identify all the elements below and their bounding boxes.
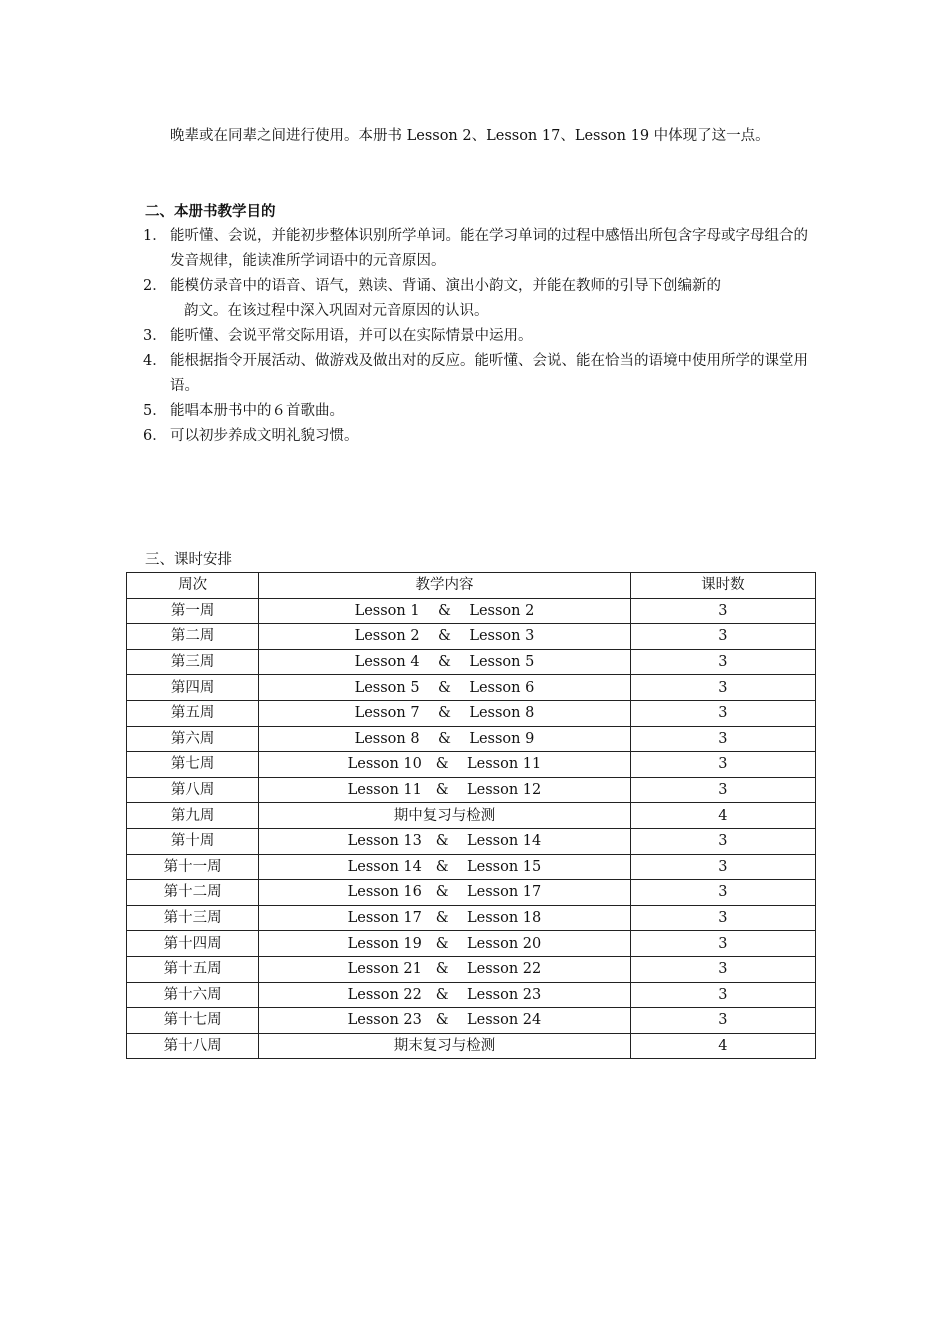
continuation-paragraph: 晚辈或在同辈之间进行使用。本册书 Lesson 2、Lesson 17、Lesson 19 中体现了这一点。 <box>170 128 770 144</box>
week-cell: 第七周 <box>127 752 259 778</box>
hours-cell: 3 <box>630 880 815 906</box>
list-item-number: 6． <box>143 428 167 444</box>
content-cell: Lesson 14 & Lesson 15 <box>259 854 631 880</box>
hours-cell: 3 <box>630 624 815 650</box>
table-row <box>127 624 816 650</box>
hours-cell: 3 <box>630 854 815 880</box>
list-item-text: 能听懂、会说平常交际用语，并可以在实际情景中运用。 <box>170 328 533 344</box>
table-row <box>127 700 816 726</box>
week-cell: 第十七周 <box>127 1008 259 1034</box>
week-cell: 第一周 <box>127 598 259 624</box>
list-item-number: 5． <box>143 403 167 419</box>
table-row <box>127 956 816 982</box>
hours-cell: 3 <box>630 905 815 931</box>
week-cell: 第九周 <box>127 803 259 829</box>
hours-cell: 3 <box>630 598 815 624</box>
list-item <box>143 349 813 399</box>
header-content: 教学内容 <box>259 573 631 599</box>
hours-cell: 3 <box>630 828 815 854</box>
hours-cell: 3 <box>630 726 815 752</box>
hours-cell: 3 <box>630 777 815 803</box>
content-cell: Lesson 4 & Lesson 5 <box>259 649 631 675</box>
list-item-number: 2． <box>143 278 167 294</box>
week-cell: 第十八周 <box>127 1033 259 1059</box>
table-row <box>127 828 816 854</box>
hours-cell: 3 <box>630 675 815 701</box>
table-header-row <box>127 573 816 599</box>
week-cell: 第八周 <box>127 777 259 803</box>
hours-cell: 3 <box>630 649 815 675</box>
hours-cell: 3 <box>630 982 815 1008</box>
table-row <box>127 726 816 752</box>
hours-cell: 3 <box>630 931 815 957</box>
content-cell: Lesson 22 & Lesson 23 <box>259 982 631 1008</box>
table-row <box>127 880 816 906</box>
header-week: 周次 <box>127 573 259 599</box>
week-cell: 第十二周 <box>127 880 259 906</box>
section-3-heading: 三、课时安排 <box>145 552 232 568</box>
content-cell: Lesson 2 & Lesson 3 <box>259 624 631 650</box>
list-item <box>143 399 813 424</box>
content-cell: Lesson 16 & Lesson 17 <box>259 880 631 906</box>
content-cell: Lesson 17 & Lesson 18 <box>259 905 631 931</box>
list-item-text: 能听懂、会说，并能初步整体识别所学单词。能在学习单词的过程中感悟出所包含字母或字母组合的发音规律，能读准所学词语中的元音原因。 <box>170 228 808 269</box>
content-cell: 期中复习与检测 <box>259 803 631 829</box>
list-item <box>143 224 813 274</box>
table-row <box>127 803 816 829</box>
week-cell: 第三周 <box>127 649 259 675</box>
list-item-number: 4． <box>143 353 167 369</box>
hours-cell: 3 <box>630 700 815 726</box>
table-row <box>127 649 816 675</box>
list-item-text-continued: 韵文。在该过程中深入巩固对元音原因的认识。 <box>184 303 489 319</box>
content-cell: Lesson 5 & Lesson 6 <box>259 675 631 701</box>
table-row <box>127 675 816 701</box>
week-cell: 第十四周 <box>127 931 259 957</box>
list-item-text: 能模仿录音中的语音、语气，熟读、背诵、演出小韵文，并能在教师的引导下创编新的 <box>170 278 721 294</box>
content-cell: Lesson 1 & Lesson 2 <box>259 598 631 624</box>
teaching-goals-list <box>143 224 813 449</box>
content-cell: Lesson 10 & Lesson 11 <box>259 752 631 778</box>
hours-cell: 3 <box>630 1008 815 1034</box>
table-row <box>127 1008 816 1034</box>
week-cell: 第五周 <box>127 700 259 726</box>
table-row <box>127 905 816 931</box>
content-cell: Lesson 19 & Lesson 20 <box>259 931 631 957</box>
content-cell: Lesson 13 & Lesson 14 <box>259 828 631 854</box>
list-item <box>143 324 813 349</box>
list-item <box>143 274 813 324</box>
list-item-text: 可以初步养成文明礼貌习惯。 <box>170 428 359 444</box>
hours-cell: 3 <box>630 752 815 778</box>
list-item-text: 能根据指令开展活动、做游戏及做出对的反应。能听懂、会说、能在恰当的语境中使用所学的课堂用语。 <box>170 353 808 394</box>
table-row <box>127 777 816 803</box>
content-cell: Lesson 8 & Lesson 9 <box>259 726 631 752</box>
week-cell: 第十六周 <box>127 982 259 1008</box>
week-cell: 第十周 <box>127 828 259 854</box>
schedule-table <box>126 572 816 1059</box>
week-cell: 第十一周 <box>127 854 259 880</box>
hours-cell: 3 <box>630 956 815 982</box>
schedule-table-body <box>127 598 816 1059</box>
hours-cell: 4 <box>630 803 815 829</box>
hours-cell: 4 <box>630 1033 815 1059</box>
content-cell: Lesson 7 & Lesson 8 <box>259 700 631 726</box>
content-cell: Lesson 21 & Lesson 22 <box>259 956 631 982</box>
header-hours: 课时数 <box>630 573 815 599</box>
week-cell: 第十五周 <box>127 956 259 982</box>
table-row <box>127 598 816 624</box>
list-item-number: 3． <box>143 328 167 344</box>
section-2-heading: 二、本册书教学目的 <box>145 204 276 220</box>
table-row <box>127 854 816 880</box>
content-cell: Lesson 11 & Lesson 12 <box>259 777 631 803</box>
content-cell: 期末复习与检测 <box>259 1033 631 1059</box>
list-item-text: 能唱本册书中的６首歌曲。 <box>170 403 344 419</box>
table-row <box>127 982 816 1008</box>
content-cell: Lesson 23 & Lesson 24 <box>259 1008 631 1034</box>
week-cell: 第二周 <box>127 624 259 650</box>
table-row <box>127 931 816 957</box>
table-row <box>127 1033 816 1059</box>
list-item <box>143 424 813 449</box>
week-cell: 第十三周 <box>127 905 259 931</box>
week-cell: 第六周 <box>127 726 259 752</box>
week-cell: 第四周 <box>127 675 259 701</box>
list-item-number: 1． <box>143 228 167 244</box>
table-row <box>127 752 816 778</box>
